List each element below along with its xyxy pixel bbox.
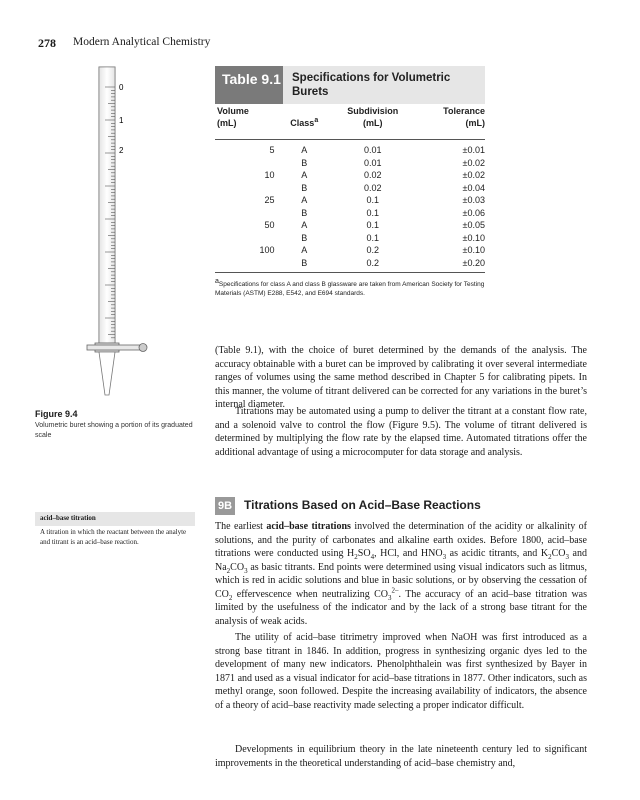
table-row bbox=[215, 157, 485, 170]
cell-volume bbox=[215, 207, 275, 220]
table-row bbox=[215, 244, 485, 257]
cell-volume: 50 bbox=[264, 220, 275, 230]
cell-tolerance: ±0.02 bbox=[462, 170, 485, 180]
section-title: Titrations Based on Acid–Base Reactions bbox=[244, 498, 481, 512]
buret-mark-0: 0 bbox=[119, 83, 124, 92]
paragraph-earliest-titrations: The earliest acid–base titrations involved the determination of the acidity or alkalinity of solutions, and the purity of carbonates and alkaline earth oxides. Before 1800, acid–base titrations were conducted using $H_2SO_4$, HCl, and $HNO_3$ as acidic titrants, and $K_2CO_3$ and $Na_2CO_3$ as basic titrants. End points were determined using visual indicators such as litmus, which is red in acidic solutions and blue in basic solutions, or by observing the cessation of $CO_2$ effervescence when neutralizing $CO_3^{2-}$. The accuracy of an acid–base titration was limited by the usefulness of the indicator and by the lack of a strong base titrant for the analysis of weak acids. bbox=[215, 521, 588, 627]
cell-class: A bbox=[301, 145, 308, 155]
paragraph-buret-choice: (Table 9.1), with the choice of buret determined by the demands of the analysis. The accuracy obtainable with a buret can be improved by calibrating it over several intermediate ranges of volumes using the same method described in Chapter 5 for calibrating pipets. In this manner, the volume of titrant delivered can be corrected for any variations in the buret’s internal diameter. bbox=[215, 345, 587, 410]
paragraph-naoh-titrant: The utility of acid–base titrimetry improved when NaOH was first introduced as a strong base titrant in 1846. In addition, progress in synthesizing organic dyes led to the development of many new indicators. Phenolphthalein was first synthesized by Bayer in 1871 and used as a visual indicator for acid–base titrations in 1877. Other indicators, such as methyl orange, soon followed. Despite the increasing availability of indicators, the absence of a theory of acid–base reactivity made selecting a proper indicator difficult. bbox=[215, 632, 587, 711]
table-row bbox=[215, 169, 485, 182]
cell-tolerance: ±0.04 bbox=[462, 182, 485, 193]
buret-mark-2: 2 bbox=[119, 146, 124, 155]
cell-subdivision: 0.01 bbox=[364, 157, 382, 168]
cell-volume: 10 bbox=[264, 170, 275, 180]
glossary-term: acid–base titration bbox=[40, 514, 96, 522]
table-footnote: $^a$Specifications for class A and class B glassware are taken from American Society for Testing Materials (ASTM) E288, E542, and E694 standards. bbox=[215, 277, 485, 297]
cell-subdivision: 0.02 bbox=[364, 170, 382, 180]
cell-tolerance: ±0.02 bbox=[462, 157, 485, 168]
cell-class: B bbox=[301, 207, 308, 218]
buret-mark-1: 1 bbox=[119, 116, 124, 125]
cell-tolerance: ±0.10 bbox=[462, 245, 485, 255]
cell-subdivision: 0.1 bbox=[366, 195, 380, 205]
cell-class: B bbox=[301, 232, 308, 243]
cell-class: B bbox=[301, 182, 308, 193]
figure-caption: Volumetric buret showing a portion of its graduated scale bbox=[35, 422, 193, 439]
cell-class: A bbox=[301, 220, 308, 230]
cell-tolerance: ±0.10 bbox=[462, 232, 485, 243]
cell-volume bbox=[215, 257, 275, 270]
cell-tolerance: ±0.20 bbox=[462, 257, 485, 268]
key-term: acid–base titrations bbox=[266, 521, 351, 532]
table-row bbox=[215, 144, 485, 157]
table-title: Specifications for Volumetric Burets bbox=[292, 72, 451, 98]
cell-subdivision: 0.02 bbox=[364, 182, 382, 193]
table-row bbox=[215, 232, 485, 245]
section-number: 9B bbox=[215, 497, 235, 515]
cell-class: B bbox=[301, 157, 308, 168]
page-number: 278 bbox=[38, 36, 56, 50]
table-row bbox=[215, 207, 485, 220]
cell-volume bbox=[215, 232, 275, 245]
cell-tolerance: ±0.06 bbox=[462, 207, 485, 218]
cell-subdivision: 0.2 bbox=[366, 257, 380, 268]
cell-subdivision: 0.1 bbox=[366, 220, 380, 230]
cell-tolerance: ±0.01 bbox=[462, 145, 485, 155]
table-row bbox=[215, 219, 485, 232]
cell-volume bbox=[215, 182, 275, 195]
table-row bbox=[215, 257, 485, 270]
glossary-definition: A titration in which the reactant between the analyte and titrant is an acid–base reaction. bbox=[40, 528, 187, 546]
figure-label: Figure 9.4 bbox=[35, 409, 78, 419]
col-tolerance: Tolerance (mL) bbox=[443, 106, 485, 128]
buret-spec-table bbox=[215, 105, 485, 269]
cell-class: A bbox=[301, 195, 308, 205]
cell-tolerance: ±0.03 bbox=[462, 195, 485, 205]
paragraph-equilibrium-theory: Developments in equilibrium theory in the late nineteenth century led to significant improvements in the theoretical understanding of acid–base chemistry and, bbox=[215, 744, 587, 769]
cell-subdivision: 0.1 bbox=[366, 207, 380, 218]
buret-illustration bbox=[85, 65, 165, 405]
table-bottom-rule bbox=[215, 272, 485, 273]
table-row bbox=[215, 194, 485, 207]
cell-volume: 25 bbox=[264, 195, 275, 205]
col-subdivision: Subdivision (mL) bbox=[347, 106, 399, 128]
cell-class: A bbox=[301, 170, 308, 180]
table-number: Table 9.1 bbox=[215, 66, 283, 104]
paragraph-automated-titrations: Titrations may be automated using a pump to deliver the titrant at a constant flow rate, and a solenoid valve to control the flow (Figure 9.5). The volume of titrant delivered is determined by multiplying the flow rate by the elapsed time. Automated titrations offer the additional advantage of using a microcomputer for data storage and analysis. bbox=[215, 406, 587, 458]
col-volume: Volume (mL) bbox=[217, 106, 249, 128]
col-class: Class$^a$ bbox=[290, 117, 319, 128]
cell-subdivision: 0.1 bbox=[366, 232, 380, 243]
cell-volume bbox=[215, 157, 275, 170]
cell-volume: 100 bbox=[259, 245, 275, 255]
running-title: Modern Analytical Chemistry bbox=[73, 36, 211, 48]
cell-class: A bbox=[301, 245, 308, 255]
cell-class: B bbox=[301, 257, 308, 268]
cell-subdivision: 0.2 bbox=[366, 245, 380, 255]
cell-subdivision: 0.01 bbox=[364, 145, 382, 155]
cell-volume: 5 bbox=[269, 145, 275, 155]
table-row bbox=[215, 182, 485, 195]
cell-tolerance: ±0.05 bbox=[462, 220, 485, 230]
